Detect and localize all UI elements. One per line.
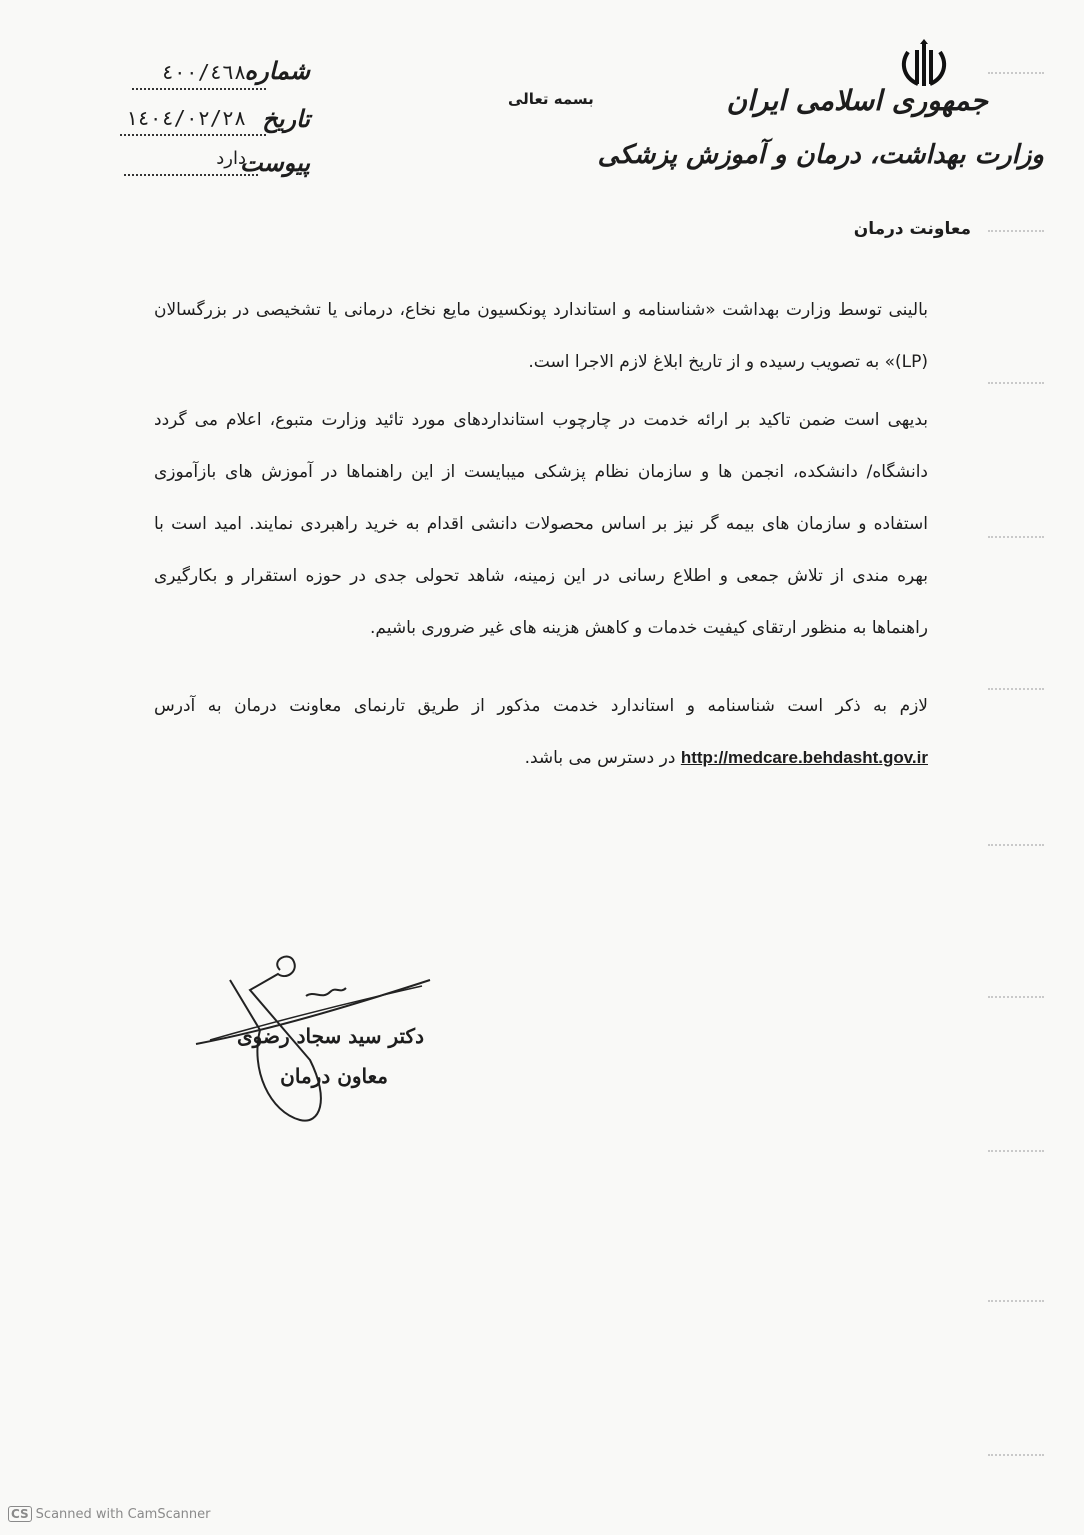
paragraph-emphasis: بدیهی است ضمن تاکید بر ارائه خدمت در چارچوب استانداردهای مورد تائید وزارت متبوع، اعلام می گردد دانشگاه/ دانشکده، انجمن ها و سازمان نظام پزشکی میبایست از این راهنماها در آموزش های بازآموزی استفاده و سازمان های بیمه گر نیز بر اساس محصولات دانشی اقدام به خرید راهبردی نمایند. امید است با بهره مندی از تلاش جمعی و اطلاع رسانی در این زمینه، شاهد تحولی جدی در حوزه استقرار و بکارگیری راهنماها به منظور ارتقای کیفیت خدمات و کاهش هزینه های غیر ضروری باشیم.	[154, 410, 928, 638]
margin-mark	[988, 1454, 1044, 1458]
margin-mark	[988, 1300, 1044, 1304]
scanner-text: Scanned with CamScanner	[35, 1507, 211, 1522]
margin-mark	[988, 844, 1044, 848]
address-suffix: در دسترس می باشد.	[524, 748, 676, 768]
attachment-label: پیوست	[240, 148, 310, 177]
camscanner-logo-icon: CS	[8, 1506, 32, 1522]
margin-mark	[988, 536, 1044, 540]
invocation-heading: بسمه تعالی	[508, 90, 594, 108]
margin-mark	[988, 996, 1044, 1000]
org-name: جمهوری اسلامی ایران	[726, 84, 988, 117]
margin-mark	[988, 1150, 1044, 1154]
ministry-name: وزارت بهداشت، درمان و آموزش پزشکی	[597, 140, 1044, 170]
meta-attachment-row	[120, 148, 310, 184]
number-dots	[132, 88, 266, 90]
scanner-watermark	[8, 1506, 211, 1522]
margin-mark	[988, 230, 1044, 234]
margin-mark	[988, 688, 1044, 692]
date-label: تاریخ	[262, 104, 310, 133]
medcare-url-link[interactable]: http://medcare.behdasht.gov.ir	[680, 748, 928, 767]
paragraph-address	[154, 680, 928, 784]
paragraph-intro: بالینی توسط وزارت بهداشت «شناسنامه و استاندارد پونکسیون مایع نخاع، درمانی یا تشخیصی در بزرگسالان (LP)» به تصویب رسیده و از تاریخ ابلاغ لازم الاجرا است.	[154, 300, 928, 372]
date-value: ١٤٠٤/٠٢/٢٨	[125, 106, 246, 130]
attachment-value: دارد	[216, 148, 246, 169]
number-value: ٤٠٠/٤٦٨	[161, 60, 246, 84]
iran-emblem-icon	[898, 38, 950, 90]
signatory-name: دکتر سید سجاد رضوی	[237, 1024, 424, 1048]
signatory-title: معاون درمان	[280, 1064, 388, 1088]
margin-mark	[988, 72, 1044, 76]
attachment-dots	[124, 174, 258, 176]
address-prefix: لازم به ذکر است شناسنامه و استاندارد خدمت مذکور از طریق تارنمای معاونت درمان به آدرس	[154, 696, 928, 716]
number-label: شماره	[244, 56, 310, 85]
margin-mark	[988, 382, 1044, 386]
date-dots	[120, 134, 266, 136]
meta-date-row	[120, 104, 310, 140]
meta-number-row	[120, 56, 310, 92]
department-name: معاونت درمان	[853, 219, 971, 239]
